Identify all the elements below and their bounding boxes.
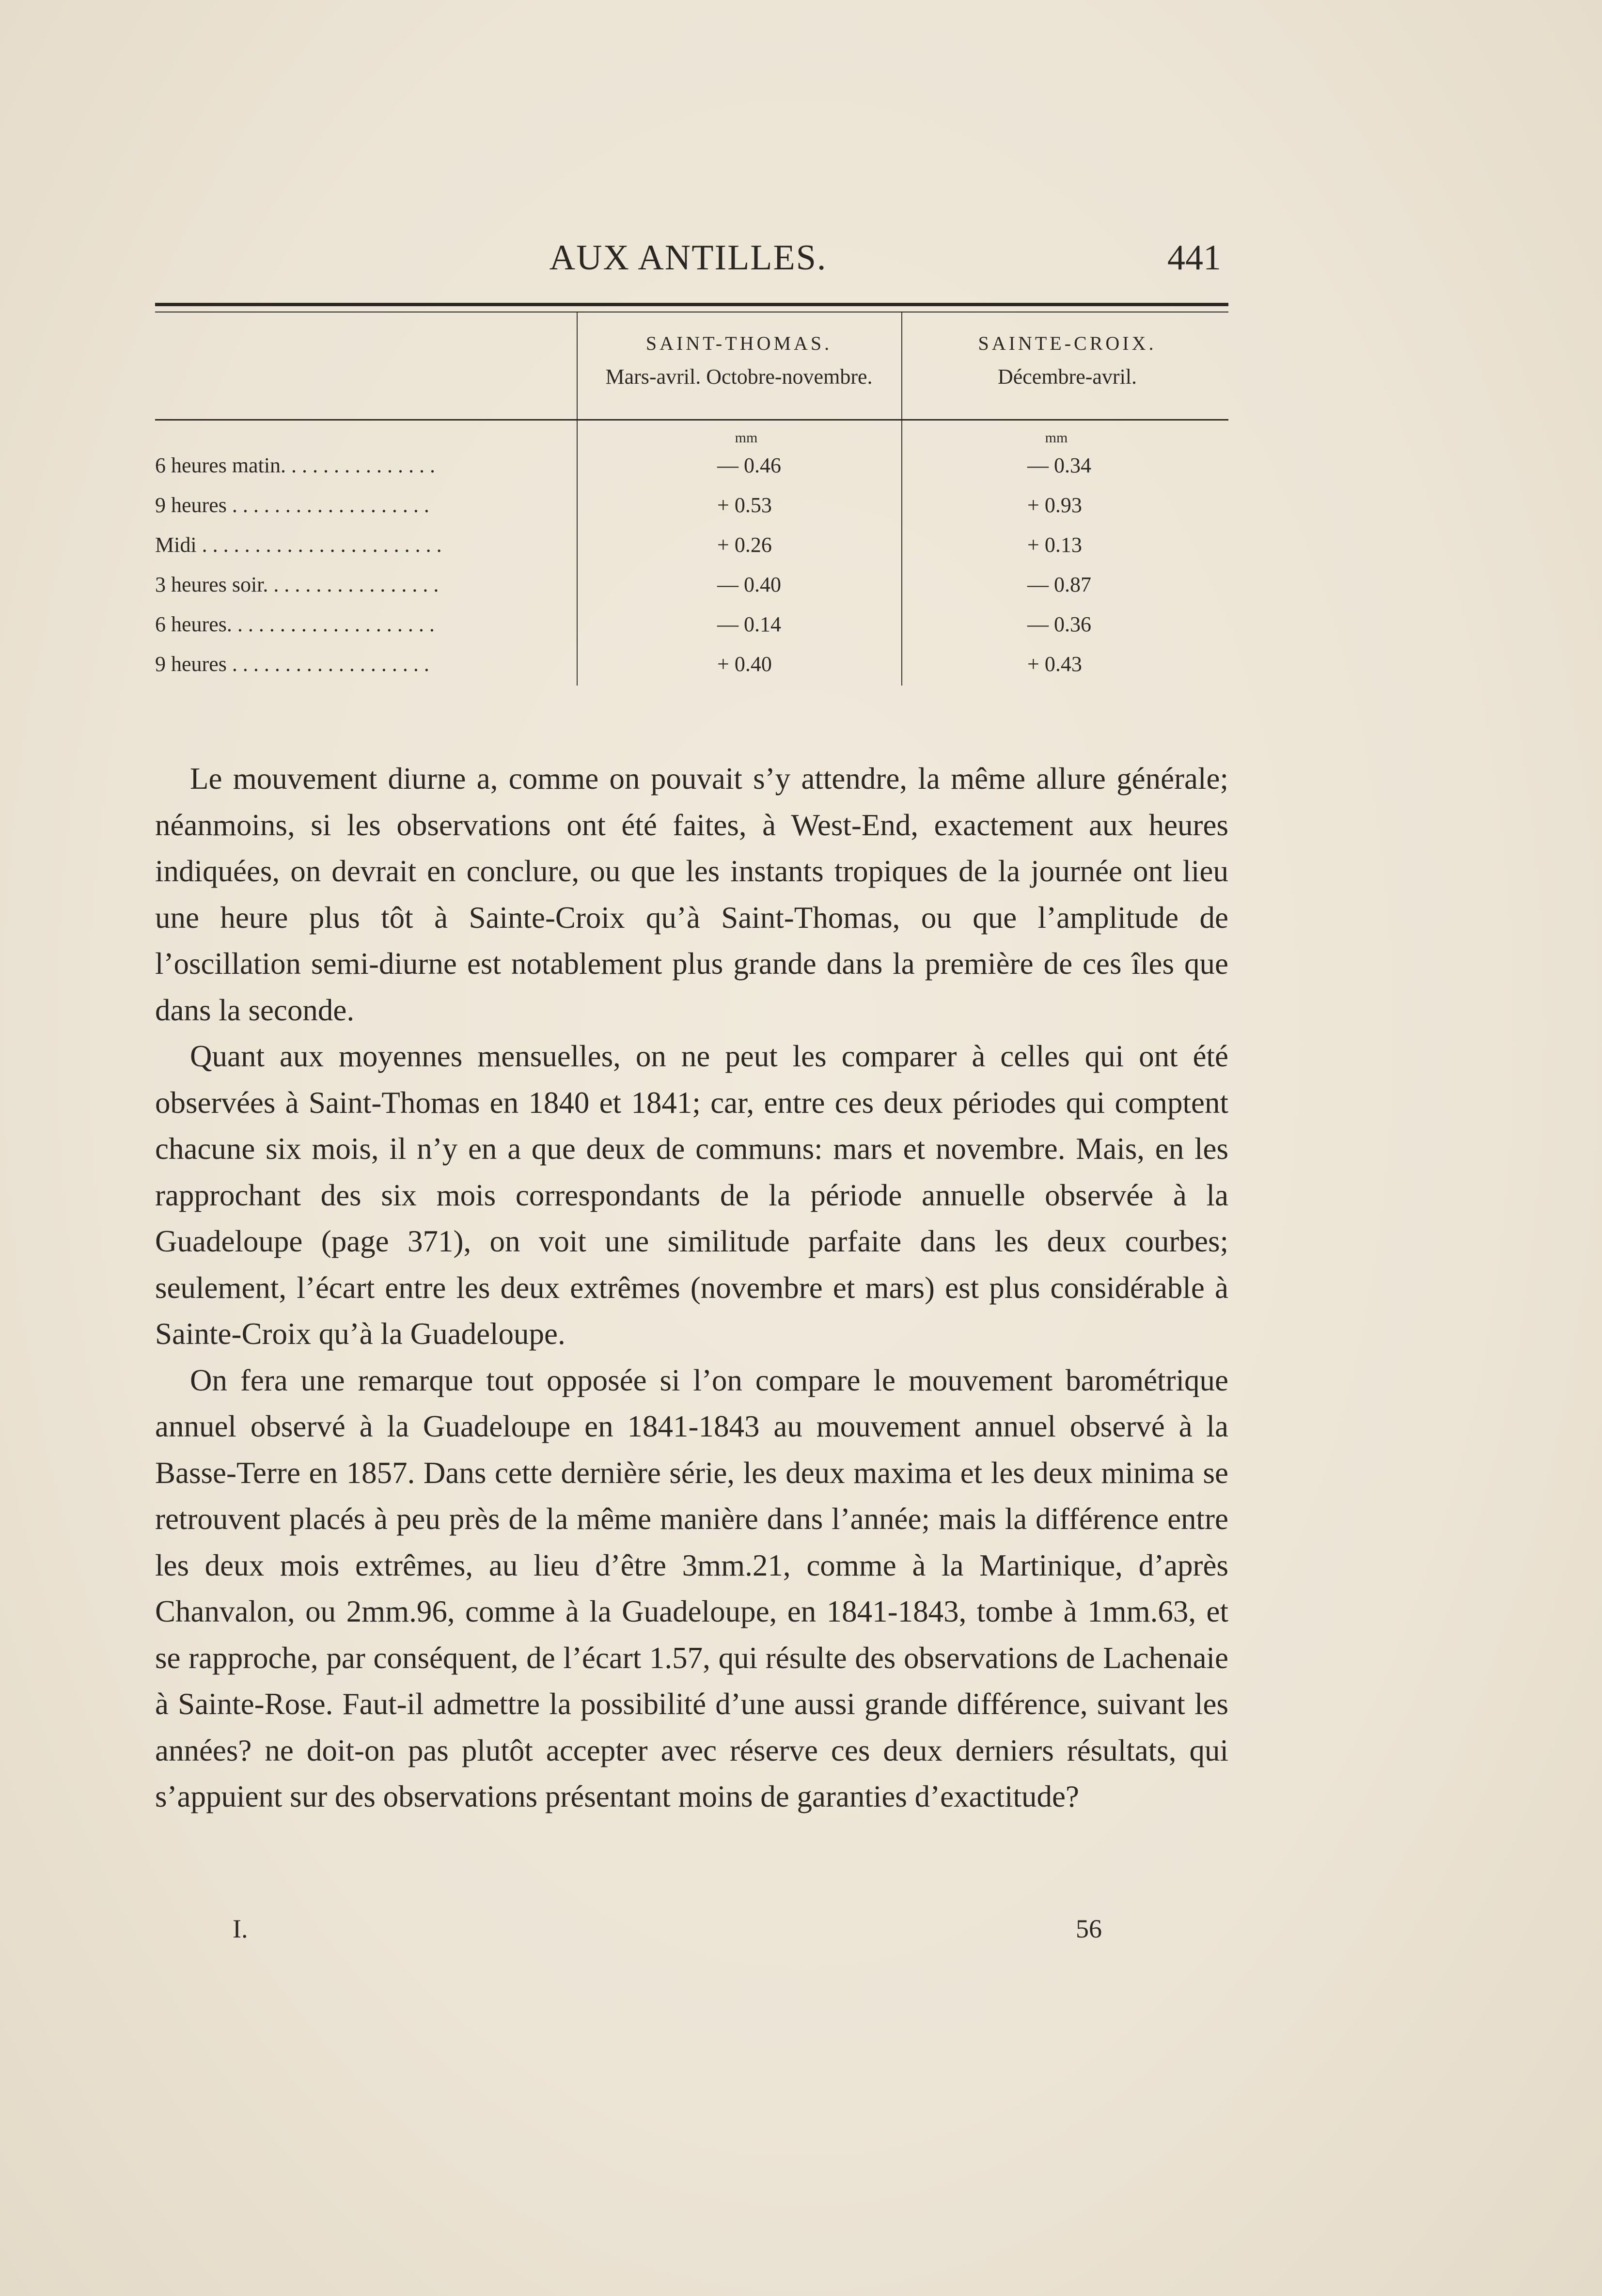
row-label: 9 heures . . . . . . . . . . . . . . . . . . .: [155, 493, 429, 517]
sainte-croix-value: — 0.34: [1027, 453, 1091, 477]
table-top-rule: [155, 303, 1228, 306]
saint-thomas-value: + 0.40: [717, 652, 772, 676]
paragraph: Quant aux moyennes mensuelles, on ne peut les comparer à celles qui ont été observées à Saint-Thomas en 1840 et 1841; car, entre ces deux périodes qui comptent chacune six mois, il n’y en a que deux de communs: mars et novembre. Mais, en les rapprochant des six mois correspondants de la période annuelle observée à la Guadeloupe (page 371), on voit une similitude parfaite dans les deux courbes; seulement, l’écart entre les deux extrêmes (novembre et mars) est plus considérable à Sainte-Croix qu’à la Guadeloupe.: [155, 1039, 1228, 1351]
unit-label: mm: [735, 430, 758, 446]
sainte-croix-value: + 0.13: [1027, 533, 1082, 557]
column-period: Décembre-avril.: [997, 365, 1137, 389]
saint-thomas-value: + 0.53: [717, 493, 772, 517]
table-header-rule: [155, 419, 1228, 421]
sainte-croix-value: + 0.93: [1027, 493, 1082, 517]
table-row: [155, 612, 1228, 651]
running-title: AUX ANTILLES.: [549, 238, 827, 278]
page-header: [155, 237, 1221, 291]
sainte-croix-value: — 0.87: [1027, 573, 1091, 596]
pressure-table: [155, 303, 1228, 686]
signature-mark: I.: [233, 1914, 248, 1943]
saint-thomas-value: — 0.40: [717, 573, 781, 596]
column-header-sainte-croix: [906, 332, 1228, 389]
sainte-croix-value: — 0.36: [1027, 612, 1091, 636]
row-label: 9 heures . . . . . . . . . . . . . . . . . . .: [155, 652, 429, 676]
unit-label: mm: [1045, 430, 1068, 446]
page-footer: [155, 1914, 1228, 1952]
column-period: Mars-avril. Octobre-novembre.: [605, 365, 873, 389]
table-row: [155, 532, 1228, 571]
column-name: SAINT-THOMAS.: [645, 332, 832, 354]
paragraph: Le mouvement diurne a, comme on pouvait s’y attendre, la même allure générale; néanmoins, si les observations ont été faites, à West-End, exactement aux heures indiquées, on devrait en conclure, ou que les instants tropiques de la journée ont lieu une heure plus tôt à Sainte-Croix qu’à Saint-Thomas, ou que l’amplitude de l’oscillation semi-diurne est notablement plus grande dans la première de ces îles que dans la seconde.: [155, 762, 1228, 1027]
table-row: [155, 572, 1228, 611]
saint-thomas-value: — 0.46: [717, 453, 781, 477]
paragraph: On fera une remarque tout opposée si l’on compare le mouvement barométrique annuel observé à la Guadeloupe en 1841-1843 au mouvement annuel observé à la Basse-Terre en 1857. Dans cette dernière série, les deux maxima et les deux minima se retrouvent placés à peu près de la même manière dans l’année; mais la différence entre les deux mois extrêmes, au lieu d’être 3mm.21, comme à la Martinique, d’après Chanvalon, ou 2mm.96, comme à la Guadeloupe, en 1841-1843, tombe à 1mm.63, et se rapproche, par conséquent, de l’écart 1.57, qui résulte des observations de Lachenaie à Sainte-Rose. Faut-il admettre la possibilité d’une aussi grande différence, suivant les années? ne doit-on pas plutôt accepter avec réserve ces deux derniers résultats, qui s’appuient sur des observations présentant moins de garanties d’exactitude?: [155, 1363, 1228, 1813]
row-label: 3 heures soir. . . . . . . . . . . . . . . . .: [155, 573, 439, 596]
table-row: [155, 652, 1228, 690]
body-text: [155, 756, 1228, 1820]
row-label: 6 heures matin. . . . . . . . . . . . . . .: [155, 453, 436, 477]
saint-thomas-value: + 0.26: [717, 533, 772, 557]
folio-number: 56: [1076, 1914, 1102, 1943]
column-header-saint-thomas: [581, 332, 896, 389]
row-label: 6 heures. . . . . . . . . . . . . . . . . . . .: [155, 612, 435, 636]
table-row: [155, 493, 1228, 531]
page-number: 441: [1167, 238, 1221, 278]
row-label: Midi . . . . . . . . . . . . . . . . . . . . . . .: [155, 533, 442, 557]
sainte-croix-value: + 0.43: [1027, 652, 1082, 676]
column-name: SAINTE-CROIX.: [978, 332, 1157, 354]
saint-thomas-value: — 0.14: [717, 612, 781, 636]
table-row: [155, 453, 1228, 492]
